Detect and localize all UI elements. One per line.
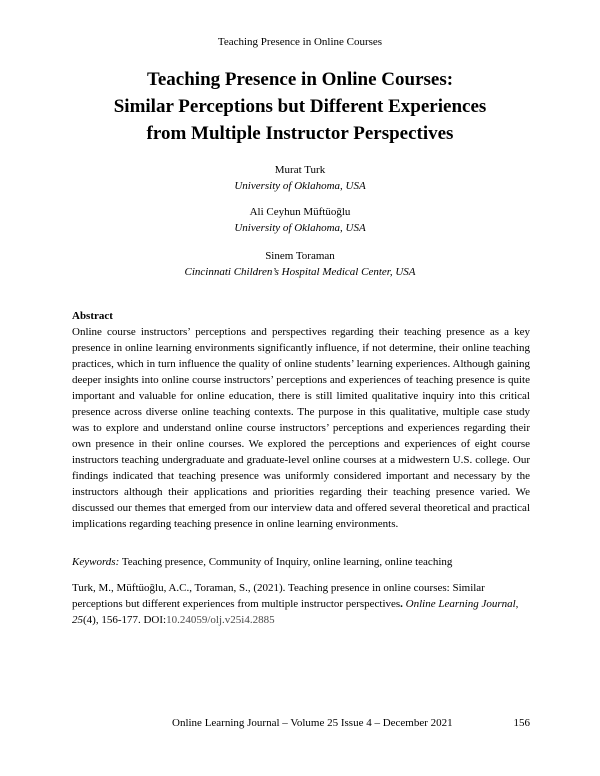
keywords-text: Teaching presence, Community of Inquiry, online learning, online teaching [119,556,453,568]
author-name: Murat Turk [274,164,326,176]
author-affiliation: Cincinnati Children’s Hospital Medical Center, USA [184,266,416,278]
citation-journal: Online Learning Journal, 25 [72,598,519,626]
author-affiliation: University of Oklahoma, USA [234,180,366,192]
author-name: Sinem Toraman [265,250,335,262]
author-affiliation: University of Oklahoma, USA [234,222,366,234]
citation-dot: . [400,598,406,610]
keywords-label: Keywords: [72,556,120,568]
author-name: Ali Ceyhun Müftüoğlu [249,206,351,218]
author-2 [40,204,560,236]
citation-issue: (4), 156-177. DOI: [83,614,167,626]
title-line-1: Teaching Presence in Online Courses: [146,69,454,90]
abstract-body: Online course instructors’ perceptions and perspectives regarding their teaching presence as a key presence in online learning environments significantly influence, if not determine, their online teaching practices, which in turn influence the quality of online students’ learning experiences. Although gaining deeper insights into online course instructors’ perceptions and experiences of teaching presence is quite important and valuable for online education, there is still limited qualitative inquiry into this critical presence across diverse online teaching contexts. The purpose in this qualitative, multiple case study was to explore and understand online course instructors’ perceptions and experiences regarding their own presence in their online courses. We explored the perceptions and experiences of eight course instructors teaching undergraduate and graduate-level online courses at a midwestern U.S. college. Our findings indicated that teaching presence was uniformly considered important and necessary by the instructors although their applications and priorities regarding their teaching presence varied. We discussed our themes that emerged from our interview data and offered several theoretical and practical implications regarding teaching presence in online learning environments. [72,326,530,530]
title-line-2: Similar Perceptions but Different Experiences [113,96,487,117]
footer-journal: Online Learning Journal – Volume 25 Issue 4 – December 2021 [172,717,453,729]
title-line-3: from Multiple Instructor Perspectives [146,123,454,144]
abstract-heading: Abstract [72,310,113,322]
paper-title [40,66,560,147]
keywords [72,554,530,570]
citation-authors-title: Turk, M., Müftüoğlu, A.C., Toraman, S., (2021). Teaching presence in online courses: Similar perceptions but different experiences from multiple instructor perspectives [72,582,485,610]
abstract-section [72,308,530,532]
page-number: 156 [513,717,530,729]
author-1 [40,162,560,194]
doi-link[interactable]: 10.24059/olj.v25i4.2885 [166,614,275,626]
citation [72,580,530,628]
author-3 [40,248,560,280]
running-head: Teaching Presence in Online Courses [217,36,383,48]
